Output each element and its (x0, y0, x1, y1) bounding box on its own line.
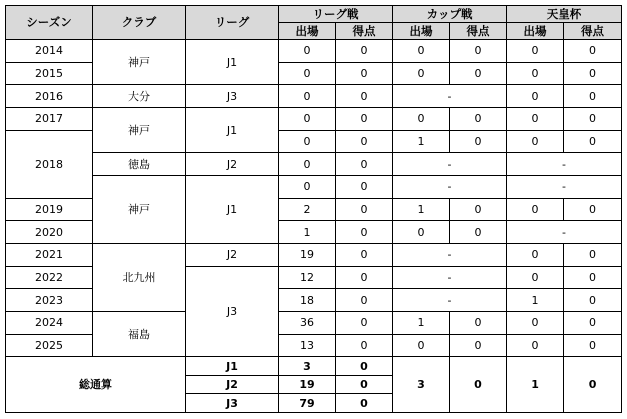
league-goals-cell: 0 (336, 85, 393, 108)
league-goals-cell: 0 (336, 266, 393, 289)
table-row (6, 311, 622, 334)
emperor-goals-cell: 0 (564, 243, 622, 266)
total-j1-goals: 0 (336, 357, 393, 376)
league-cell: J3 (186, 85, 279, 108)
total-league-j2: J2 (186, 375, 279, 394)
season-rows (6, 40, 622, 357)
league-cell: J1 (186, 40, 279, 85)
cup-goals-cell: 0 (450, 198, 507, 221)
emperor-apps-cell: 0 (507, 85, 564, 108)
cup-apps-cell: 0 (393, 221, 450, 244)
emperor-goals-cell: 0 (564, 266, 622, 289)
season-cell: 2025 (6, 334, 93, 357)
league-apps-cell: 19 (279, 243, 336, 266)
season-cell: 2017 (6, 107, 93, 130)
emperor-apps-header: 出場 (507, 23, 564, 40)
league-goals-cell: 0 (336, 221, 393, 244)
total-j3-goals: 0 (336, 394, 393, 413)
league-apps-cell: 18 (279, 289, 336, 312)
emperor-apps-cell: 0 (507, 130, 564, 153)
cup-goals-header: 得点 (450, 23, 507, 40)
cup-dash-cell: - (393, 153, 507, 176)
total-rows (6, 357, 622, 413)
club-header: クラブ (93, 6, 186, 40)
cup-goals-cell: 0 (450, 107, 507, 130)
emperor-apps-cell: 1 (507, 289, 564, 312)
league-goals-cell: 0 (336, 130, 393, 153)
table-row (6, 107, 622, 130)
emperor-apps-cell: 0 (507, 40, 564, 63)
emperor-apps-cell: 0 (507, 243, 564, 266)
career-stats-table (5, 5, 622, 413)
cup-dash-cell: - (393, 175, 507, 198)
club-cell: 徳島 (93, 153, 186, 176)
table-row (6, 85, 622, 108)
league-cell: J1 (186, 175, 279, 243)
cup-goals-cell: 0 (450, 40, 507, 63)
total-emperor-goals: 0 (564, 357, 622, 413)
emperor-goals-cell: 0 (564, 334, 622, 357)
league-goals-cell: 0 (336, 40, 393, 63)
league-apps-cell: 13 (279, 334, 336, 357)
league-apps-cell: 12 (279, 266, 336, 289)
emperor-apps-cell: 0 (507, 266, 564, 289)
league-cell: J2 (186, 243, 279, 266)
cup-goals-cell: 0 (450, 334, 507, 357)
season-header: シーズン (6, 6, 93, 40)
table-row (6, 175, 622, 198)
season-cell: 2014 (6, 40, 93, 63)
emperor-apps-cell: 0 (507, 62, 564, 85)
cup-apps-cell: 0 (393, 334, 450, 357)
league-cell: J2 (186, 153, 279, 176)
emperor-apps-cell: 0 (507, 198, 564, 221)
emperor-goals-cell: 0 (564, 85, 622, 108)
table-row (6, 40, 622, 63)
league-goals-cell: 0 (336, 153, 393, 176)
league-cell: J1 (186, 107, 279, 152)
season-cell: 2024 (6, 311, 93, 334)
league-goals-cell: 0 (336, 107, 393, 130)
total-row-j1 (6, 357, 622, 376)
league-goals-cell: 0 (336, 334, 393, 357)
league-goals-cell: 0 (336, 311, 393, 334)
club-cell: 福島 (93, 311, 186, 356)
emperor-dash-cell: - (507, 221, 622, 244)
total-cup-goals: 0 (450, 357, 507, 413)
emperor-goals-cell: 0 (564, 107, 622, 130)
emperor-goals-cell: 0 (564, 289, 622, 312)
cup-goals-cell: 0 (450, 62, 507, 85)
league-apps-cell: 0 (279, 130, 336, 153)
league-apps-cell: 0 (279, 153, 336, 176)
cup-goals-cell: 0 (450, 130, 507, 153)
league-apps-cell: 0 (279, 40, 336, 63)
cup-apps-cell: 0 (393, 107, 450, 130)
cup-dash-cell: - (393, 289, 507, 312)
league-apps-cell: 1 (279, 221, 336, 244)
total-j1-apps: 3 (279, 357, 336, 376)
season-cell: 2023 (6, 289, 93, 312)
club-cell: 北九州 (93, 243, 186, 311)
league-goals-cell: 0 (336, 289, 393, 312)
season-cell: 2020 (6, 221, 93, 244)
emperor-apps-cell: 0 (507, 334, 564, 357)
league-apps-cell: 0 (279, 175, 336, 198)
total-j2-apps: 19 (279, 375, 336, 394)
club-cell: 神戸 (93, 107, 186, 152)
cup-apps-cell: 0 (393, 40, 450, 63)
league-goals-cell: 0 (336, 243, 393, 266)
cup-dash-cell: - (393, 266, 507, 289)
league-goals-cell: 0 (336, 175, 393, 198)
cup-apps-header: 出場 (393, 23, 450, 40)
cup-dash-cell: - (393, 243, 507, 266)
total-j3-apps: 79 (279, 394, 336, 413)
club-cell: 大分 (93, 85, 186, 108)
league-goals-cell: 0 (336, 198, 393, 221)
total-j2-goals: 0 (336, 375, 393, 394)
season-cell: 2022 (6, 266, 93, 289)
emperor-goals-cell: 0 (564, 62, 622, 85)
emperor-dash-cell: - (507, 175, 622, 198)
table-row (6, 243, 622, 266)
league-apps-header: 出場 (279, 23, 336, 40)
cup-apps-cell: 1 (393, 311, 450, 334)
club-cell: 神戸 (93, 175, 186, 243)
cup-games-header: カップ戦 (393, 6, 507, 23)
league-cell: J3 (186, 266, 279, 357)
total-emperor-apps: 1 (507, 357, 564, 413)
total-cup-apps: 3 (393, 357, 450, 413)
club-cell: 神戸 (93, 40, 186, 85)
league-apps-cell: 0 (279, 62, 336, 85)
league-apps-cell: 0 (279, 85, 336, 108)
cup-goals-cell: 0 (450, 311, 507, 334)
emperor-apps-cell: 0 (507, 311, 564, 334)
season-cell: 2021 (6, 243, 93, 266)
table-header (6, 6, 622, 40)
league-goals-cell: 0 (336, 62, 393, 85)
season-cell: 2019 (6, 198, 93, 221)
season-cell: 2016 (6, 85, 93, 108)
league-goals-header: 得点 (336, 23, 393, 40)
emperors-cup-header: 天皇杯 (507, 6, 622, 23)
cup-apps-cell: 0 (393, 62, 450, 85)
total-league-j1: J1 (186, 357, 279, 376)
cup-apps-cell: 1 (393, 198, 450, 221)
emperor-apps-cell: 0 (507, 107, 564, 130)
emperor-goals-header: 得点 (564, 23, 622, 40)
total-league-j3: J3 (186, 394, 279, 413)
emperor-dash-cell: - (507, 153, 622, 176)
season-cell: 2015 (6, 62, 93, 85)
cup-dash-cell: - (393, 85, 507, 108)
emperor-goals-cell: 0 (564, 311, 622, 334)
cup-apps-cell: 1 (393, 130, 450, 153)
league-apps-cell: 0 (279, 107, 336, 130)
emperor-goals-cell: 0 (564, 130, 622, 153)
league-apps-cell: 36 (279, 311, 336, 334)
total-label: 総通算 (6, 357, 186, 413)
cup-goals-cell: 0 (450, 221, 507, 244)
league-apps-cell: 2 (279, 198, 336, 221)
league-games-header: リーグ戦 (279, 6, 393, 23)
emperor-goals-cell: 0 (564, 40, 622, 63)
table-row (6, 153, 622, 176)
league-header: リーグ (186, 6, 279, 40)
season-cell: 2018 (6, 130, 93, 198)
emperor-goals-cell: 0 (564, 198, 622, 221)
